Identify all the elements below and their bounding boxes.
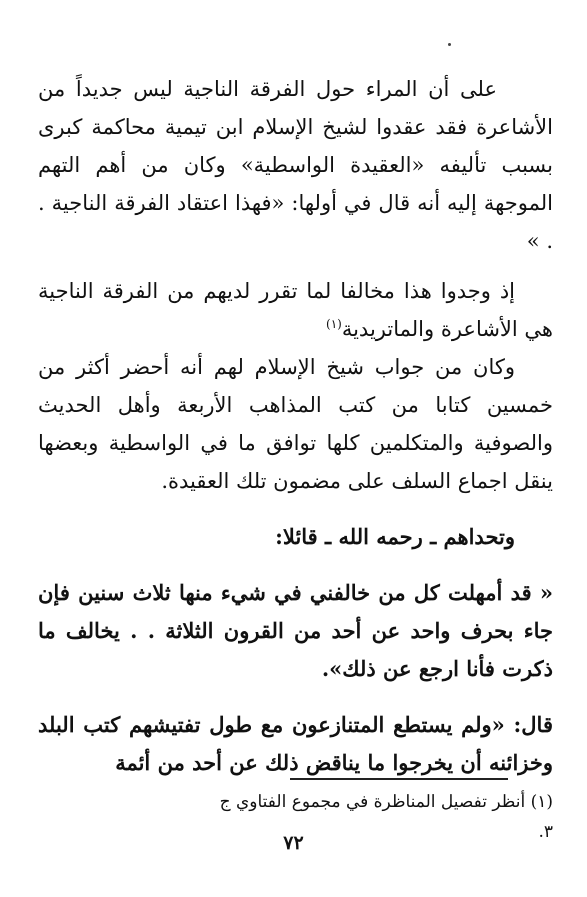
- footnote: (١) أنظر تفصيل المناظرة في مجموع الفتاوي ج ٣.: [219, 792, 553, 842]
- paragraph-1: [38, 70, 553, 260]
- quote-text: « قد أمهلت كل من خالفني في شيء منها ثلاث سنين فإن جاء بحرف واحد عن أحد من القرون الثلاثة . . يخالف ما ذكرت فأنا ارجع عن ذلك».: [38, 580, 553, 681]
- paragraph-1-text: على أن المراء حول الفرقة الناجية ليس جديداً من الأشاعرة فقد عقدوا لشيخ الإسلام ابن تيمية محاكمة كبرى بسبب تأليفه «العقيدة الواسطية» وكان من أهم التهم الموجهة إليه أنه قال في أولها: «فهذا اعتقاد الفرقة الناجية . . »: [38, 77, 553, 253]
- paragraph-6-text: قال: «ولم يستطع المتنازعون مع طول تفتيشهم كتب البلد وخزائنه أن يخرجوا ما يناقض ذلك عن أحد من أئمة: [38, 712, 553, 775]
- quote-paragraph: [38, 574, 553, 688]
- paragraph-2: [38, 272, 553, 348]
- paragraph-4-text: وتحداهم ـ رحمه الله ـ قائلا:: [275, 524, 515, 549]
- paragraph-2-text: إذ وجدوا هذا مخالفا لما تقرر لديهم من الفرقة الناجية هي الأشاعرة والماتريدية: [38, 279, 553, 341]
- paragraph-4: [38, 518, 553, 556]
- footnote-marker: (١): [326, 317, 342, 331]
- paragraph-3-text: وكان من جواب شيخ الإسلام لهم أنه أحضر أكثر من خمسين كتابا من كتب المذاهب الأربعة وأهل الحديث والصوفية والمتكلمين كلها توافق ما في الواسطية وبعضها ينقل اجماع السلف على مضمون تلك العقيدة.: [38, 355, 553, 493]
- paragraph-3: [38, 348, 553, 500]
- paragraph-6: [38, 706, 553, 782]
- page-number: ٧٢: [283, 832, 304, 854]
- body-text: [38, 70, 553, 782]
- print-speck: [448, 43, 451, 46]
- footnote-divider: [290, 778, 508, 780]
